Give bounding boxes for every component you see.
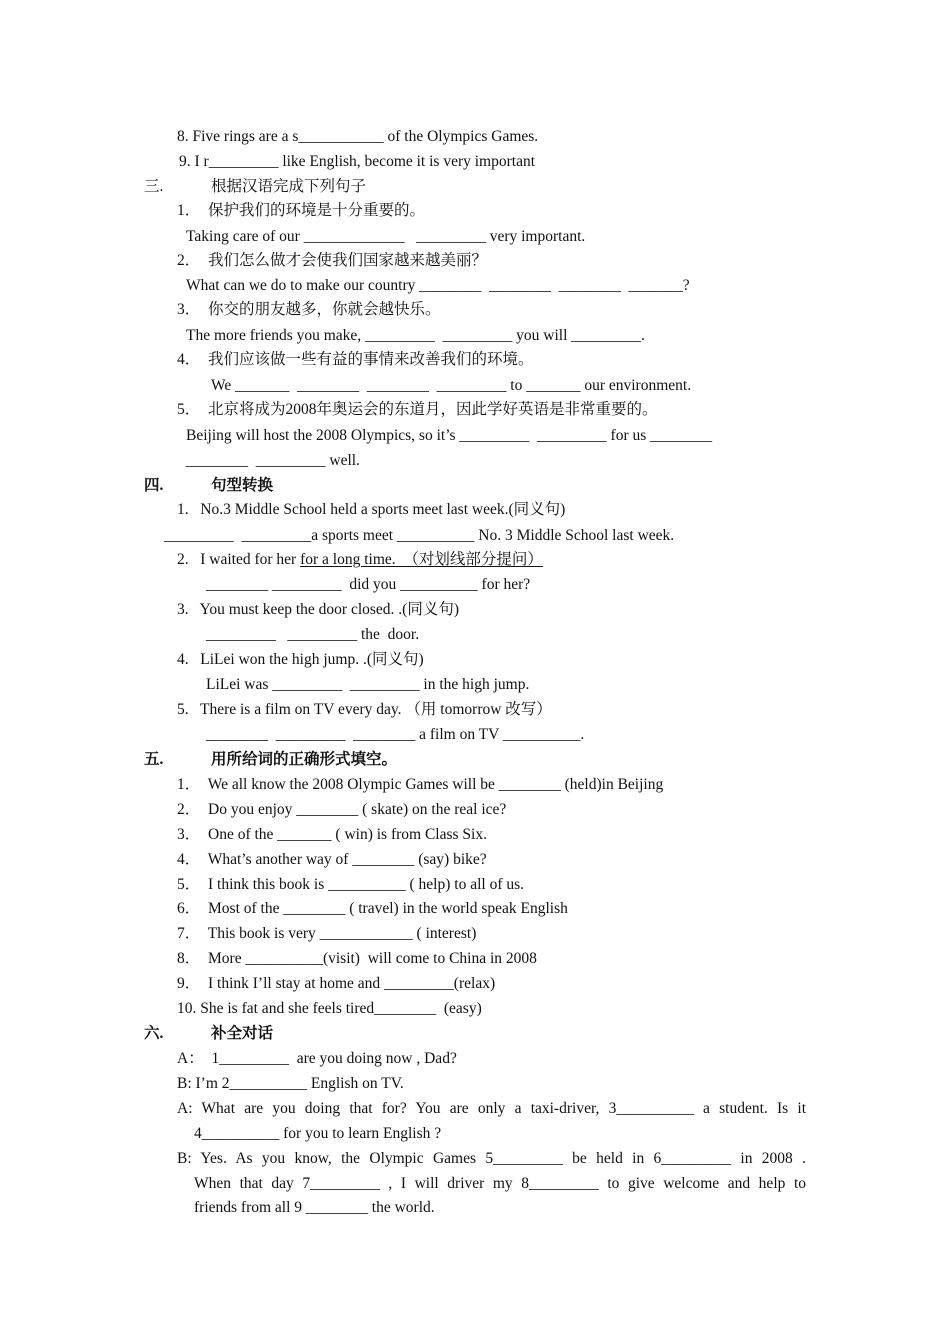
section-title: 用所给词的正确形式填空。 (211, 751, 398, 768)
exercise-line: _________ _________a sports meet __________ No. 3 Middle School last week. (164, 527, 675, 544)
exercise-line: Beijing will host the 2008 Olympics, so it’s _________ _________ for us ________ (186, 427, 713, 444)
exercise-line: We _______ ________ ________ _________ to _______ our environment. (211, 377, 692, 394)
exercise-line: LiLei was _________ _________ in the high jump. (206, 676, 530, 693)
section-title: 句型转换 (211, 477, 274, 494)
dialogue-line: 4__________ for you to learn English ? (194, 1125, 442, 1142)
section-title: 根据汉语完成下列句子 (211, 178, 367, 195)
exercise-line: 6． Most of the ________ ( travel) in the world speak English (177, 900, 568, 917)
exercise-line: The more friends you make, _________ _________ you will _________. (186, 327, 645, 344)
exercise-line: 4． 我们应该做一些有益的事情来改善我们的环境。 (177, 351, 534, 368)
exercise-line: 4． What’s another way of ________ (say) bike? (177, 851, 487, 868)
section-number: 五. (144, 751, 164, 768)
exercise-line: 1. No.3 Middle School held a sports meet last week.(同义句) (177, 501, 566, 518)
dialogue-line: When that day 7_________ , I will driver my 8_________ to give welcome and help to (194, 1175, 806, 1192)
exercise-line: 8. Five rings are a s___________ of the Olympics Games. (177, 128, 539, 145)
exercise-line: ________ _________ ________ a film on TV __________. (206, 726, 585, 743)
exercise-line: 5. There is a film on TV every day. （用 tomorrow 改写） (177, 701, 552, 718)
exercise-line: 2． Do you enjoy ________ ( skate) on the real ice? (177, 801, 507, 818)
exercise-line: 5． 北京将成为2008年奥运会的东道月，因此学好英语是非常重要的。 (177, 401, 658, 418)
exercise-line: What can we do to make our country ________ ________ ________ _______? (186, 277, 690, 294)
dialogue-line: A： 1_________ are you doing now , Dad? (177, 1050, 457, 1067)
exercise-line: 3． One of the _______ ( win) is from Class Six. (177, 826, 487, 843)
exercise-line: 9． I think I’ll stay at home and _________(relax) (177, 975, 496, 992)
section-title: 补全对话 (211, 1025, 274, 1042)
sentence-text: 2. I waited for her (177, 551, 301, 568)
section-number: 三. (144, 178, 164, 195)
exercise-line: 1． We all know the 2008 Olympic Games will be ________ (held)in Beijing (177, 776, 664, 793)
exercise-line: Taking care of our _____________ _________ very important. (186, 228, 586, 245)
exercise-line: 9. I r_________ like English, become it is very important (179, 153, 536, 170)
section-number: 六. (144, 1025, 164, 1042)
section-number: 四. (144, 477, 164, 494)
underlined-phrase: for a long time. （对划线部分提问） (300, 551, 543, 568)
exercise-line: 3． 你交的朋友越多，你就会越快乐。 (177, 301, 441, 318)
exercise-line: 5． I think this book is __________ ( help) to all of us. (177, 876, 525, 893)
dialogue-line: friends from all 9 ________ the world. (194, 1199, 435, 1216)
exercise-line: ________ _________ well. (186, 452, 360, 469)
exercise-line: 3. You must keep the door closed. .(同义句) (177, 601, 459, 618)
dialogue-line: B: Yes. As you know, the Olympic Games 5_________ be held in 6_________ in 2008 . (177, 1150, 806, 1167)
dialogue-line: B: I’m 2__________ English on TV. (177, 1075, 404, 1092)
dialogue-line: A: What are you doing that for? You are only a taxi-driver, 3__________ a student. Is it (177, 1100, 806, 1117)
exercise-line: 1． 保护我们的环境是十分重要的。 (177, 202, 426, 219)
exercise-line: 2． 我们怎么做才会使我们国家越来越美丽？ (177, 252, 488, 269)
exercise-line: 10. She is fat and she feels tired________ (easy) (177, 1000, 482, 1017)
exercise-line: _________ _________ the door. (206, 626, 420, 643)
exercise-line: ________ _________ did you __________ for her? (206, 576, 531, 593)
exercise-line (177, 550, 543, 570)
exercise-line: 7． This book is very ____________ ( interest) (177, 925, 477, 942)
exercise-line: 8． More __________(visit) will come to China in 2008 (177, 950, 537, 967)
exercise-line: 4. LiLei won the high jump. .(同义句) (177, 651, 424, 668)
